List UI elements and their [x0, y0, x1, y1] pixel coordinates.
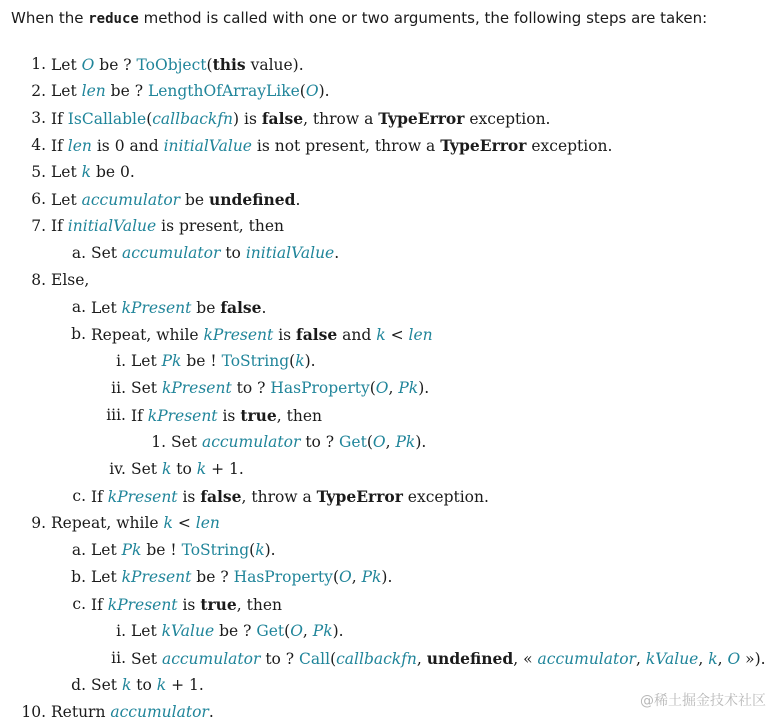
step-number: 4. [31, 136, 46, 154]
step-text-fragment: , [416, 650, 427, 668]
algorithm-step [0, 51, 774, 78]
step-text [91, 672, 204, 699]
spec-variable: Pk [161, 352, 182, 370]
step-text-fragment: Repeat, while [91, 326, 204, 344]
intro-paragraph [11, 6, 707, 31]
step-text-fragment: ( [366, 433, 373, 451]
step-text [131, 348, 316, 375]
step-text-fragment: ). [381, 568, 393, 586]
method-name: reduce [88, 11, 139, 27]
spec-function-link[interactable]: Call [299, 650, 331, 668]
step-number: 10. [21, 703, 46, 721]
step-text-fragment: , then [236, 596, 283, 614]
step-text-fragment: ). [304, 352, 316, 370]
step-text-fragment: If [131, 407, 148, 425]
spec-keyword: false [200, 487, 242, 506]
step-number: 1. [31, 55, 46, 73]
step-text-fragment: be 0. [91, 163, 135, 181]
step-number: 3. [31, 109, 46, 127]
algorithm-step [0, 510, 774, 537]
step-text-fragment: is not present, throw a [251, 137, 441, 155]
spec-variable: O [727, 650, 741, 668]
step-text-fragment: exception. [402, 488, 489, 506]
algorithm-step [0, 213, 774, 240]
spec-variable: k [708, 650, 718, 668]
step-text-fragment: ). [332, 622, 344, 640]
step-number: a. [71, 541, 86, 559]
spec-variable: initialValue [163, 137, 252, 155]
spec-variable: k [156, 676, 167, 694]
step-number: i. [116, 622, 126, 640]
step-text [171, 429, 426, 456]
spec-variable: initialValue [67, 217, 157, 235]
spec-keyword: false [220, 298, 262, 317]
spec-variable: callbackfn [336, 650, 417, 668]
algorithm-step [0, 348, 774, 375]
step-text-fragment: If [91, 596, 108, 614]
step-text-fragment: Set [131, 650, 162, 668]
step-text [51, 213, 284, 240]
step-text [51, 267, 89, 294]
step-text-fragment: Return [51, 703, 111, 721]
step-text [131, 456, 244, 483]
step-text-fragment: Let [91, 299, 122, 317]
spec-variable: accumulator [121, 244, 221, 262]
algorithm-step [0, 483, 774, 510]
step-text-fragment: Let [131, 352, 162, 370]
algorithm-step [0, 618, 774, 645]
step-text-fragment: be ! [141, 541, 182, 559]
watermark: @稀土掘金技术社区 [640, 693, 766, 709]
step-text-fragment: + 1. [206, 460, 244, 478]
step-text [51, 510, 220, 537]
step-text-fragment: ( [146, 110, 153, 128]
step-text-fragment: ). [264, 541, 276, 559]
step-number: iv. [109, 460, 126, 478]
spec-variable: kPresent [203, 326, 274, 344]
spec-variable: k [255, 541, 265, 559]
step-text-fragment: Let [131, 622, 162, 640]
step-text-fragment: is [177, 488, 201, 506]
spec-variable: Pk [398, 379, 419, 397]
step-text-fragment: »). [740, 650, 766, 668]
spec-keyword: false [296, 325, 338, 344]
step-text-fragment: If [91, 488, 108, 506]
step-number: 2. [31, 82, 46, 100]
step-text-fragment: . [295, 191, 301, 209]
step-text-fragment: to ? [300, 433, 340, 451]
algorithm-step [0, 132, 774, 159]
spec-function-link[interactable]: Get [339, 433, 367, 451]
step-text-fragment: Let [91, 568, 122, 586]
step-number: 9. [31, 514, 46, 532]
spec-variable: Pk [395, 433, 416, 451]
step-text-fragment: is [177, 596, 201, 614]
step-number: 1. [151, 433, 166, 451]
spec-variable: k [161, 460, 172, 478]
step-number: 8. [31, 271, 46, 289]
algorithm-step [0, 240, 774, 267]
step-text [91, 564, 392, 591]
spec-variable: O [339, 568, 352, 586]
step-text [51, 78, 330, 105]
step-text-fragment: ). [415, 433, 427, 451]
step-text-fragment: exception. [464, 110, 551, 128]
step-text-fragment: ( [206, 56, 213, 74]
step-text-fragment: be ? [191, 568, 234, 586]
step-text-fragment: is [217, 407, 241, 425]
step-text-fragment: < [385, 326, 409, 344]
step-text-fragment: < [172, 514, 196, 532]
algorithm-step [0, 564, 774, 591]
step-text-fragment: , « [513, 650, 538, 668]
spec-variable: accumulator [161, 650, 261, 668]
step-text-fragment: be [191, 299, 221, 317]
spec-variable: len [195, 514, 220, 532]
step-text-fragment: Repeat, while [51, 514, 164, 532]
step-text-fragment: Set [91, 676, 122, 694]
step-text-fragment: . [208, 703, 214, 721]
step-text-fragment: ( [369, 379, 376, 397]
spec-variable: O [305, 82, 319, 100]
step-text-fragment: ). [418, 379, 430, 397]
step-text-fragment: , [698, 650, 709, 668]
step-text-fragment: , [635, 650, 646, 668]
step-number: d. [71, 676, 86, 694]
step-text-fragment: is [273, 326, 297, 344]
spec-variable: k [163, 514, 173, 532]
step-number: 7. [31, 217, 46, 235]
step-text-fragment: to ? [260, 650, 300, 668]
step-text-fragment: to ? [231, 379, 271, 397]
spec-variable: k [376, 326, 386, 344]
step-text-fragment: If [51, 137, 68, 155]
spec-keyword: undefined [426, 649, 514, 668]
spec-function-link[interactable]: Get [256, 622, 285, 640]
spec-variable: Pk [312, 622, 333, 640]
step-number: a. [71, 298, 86, 316]
step-text-fragment: , throw a [241, 488, 317, 506]
step-number: ii. [111, 379, 126, 397]
spec-variable: k [196, 460, 207, 478]
algorithm-steps-list [0, 51, 774, 726]
step-text-fragment: Set [91, 244, 122, 262]
step-text-fragment: ( [299, 82, 306, 100]
step-text [51, 132, 612, 160]
step-text-fragment: to [171, 460, 197, 478]
step-text-fragment: to [220, 244, 246, 262]
spec-variable: kPresent [161, 379, 232, 397]
step-text-fragment: , [351, 568, 362, 586]
algorithm-step [0, 429, 774, 456]
step-text-fragment: be [180, 191, 210, 209]
step-text [131, 618, 344, 645]
intro-after: method is called with one or two arguments, the following steps are taken: [138, 9, 708, 27]
step-number: b. [71, 568, 86, 586]
step-text [91, 321, 433, 349]
step-text-fragment: , then [276, 407, 323, 425]
step-text-fragment: . [261, 299, 267, 317]
step-text-fragment: Let [51, 163, 82, 181]
step-text-fragment: exception. [526, 137, 613, 155]
step-text-fragment: + 1. [166, 676, 204, 694]
algorithm-step [0, 78, 774, 105]
step-text [51, 51, 304, 79]
step-number: 5. [31, 163, 46, 181]
algorithm-step [0, 186, 774, 213]
step-text-fragment: ( [330, 650, 337, 668]
step-text-fragment: If [51, 217, 68, 235]
spec-variable: callbackfn [152, 110, 234, 128]
step-text-fragment: to [131, 676, 157, 694]
spec-keyword: TypeError [316, 487, 403, 506]
step-text [91, 294, 266, 322]
step-text-fragment: , [717, 650, 728, 668]
spec-variable: kPresent [107, 596, 178, 614]
algorithm-step [0, 456, 774, 483]
step-text-fragment: ) is [233, 110, 262, 128]
spec-variable: accumulator [81, 191, 181, 209]
step-text-fragment: Let [51, 56, 82, 74]
spec-function-link[interactable]: IsCallable [67, 110, 147, 128]
spec-variable: kValue [645, 650, 699, 668]
step-text-fragment: . [334, 244, 340, 262]
spec-keyword: true [200, 595, 237, 614]
step-text [51, 699, 214, 726]
spec-variable: O [290, 622, 303, 640]
spec-keyword: true [240, 406, 277, 425]
spec-keyword: false [261, 109, 304, 128]
step-text-fragment: Set [131, 460, 162, 478]
algorithm-step [0, 402, 774, 429]
spec-keyword: TypeError [378, 109, 465, 128]
algorithm-step [0, 375, 774, 402]
step-text-fragment: ( [284, 622, 291, 640]
spec-variable: kPresent [107, 488, 178, 506]
spec-variable: len [81, 82, 106, 100]
spec-variable: initialValue [245, 244, 335, 262]
algorithm-step [0, 159, 774, 186]
step-text-fragment: value). [245, 56, 304, 74]
algorithm-step [0, 294, 774, 321]
algorithm-step [0, 267, 774, 294]
step-number: c. [72, 595, 86, 613]
step-text-fragment: be ? [94, 56, 137, 74]
step-text [51, 159, 135, 186]
spec-keyword: TypeError [440, 136, 527, 155]
spec-variable: k [81, 163, 92, 181]
step-text-fragment: Let [91, 541, 122, 559]
spec-keyword: this [212, 55, 246, 74]
step-text [51, 105, 550, 133]
step-number: iii. [106, 406, 126, 424]
step-text-fragment: ( [332, 568, 339, 586]
step-text-fragment: , throw a [303, 110, 379, 128]
spec-variable: accumulator [110, 703, 209, 721]
algorithm-step [0, 645, 774, 672]
spec-keyword: undefined [209, 190, 296, 209]
spec-function-link[interactable]: ToString [221, 352, 290, 370]
step-text-fragment: , [388, 379, 399, 397]
spec-variable: O [375, 379, 389, 397]
step-number: 6. [31, 190, 46, 208]
step-text-fragment: is 0 and [91, 137, 164, 155]
spec-function-link[interactable]: HasProperty [233, 568, 333, 586]
step-text [51, 186, 300, 214]
step-text-fragment: Let [51, 191, 82, 209]
algorithm-step [0, 321, 774, 348]
spec-function-link[interactable]: HasProperty [270, 379, 370, 397]
algorithm-step [0, 537, 774, 564]
step-text-fragment: ( [289, 352, 296, 370]
step-text [91, 483, 489, 511]
intro-before: When the [11, 9, 89, 27]
step-text-fragment: Let [51, 82, 82, 100]
step-text-fragment: ( [249, 541, 256, 559]
step-text [131, 375, 429, 402]
step-text-fragment: Set [171, 433, 202, 451]
step-text [91, 537, 276, 564]
step-text [131, 402, 322, 430]
step-text-fragment: be ? [105, 82, 148, 100]
spec-variable: accumulator [537, 650, 636, 668]
step-number: i. [116, 352, 126, 370]
step-text-fragment: is present, then [156, 217, 285, 235]
spec-variable: kPresent [121, 299, 192, 317]
algorithm-step [0, 591, 774, 618]
spec-variable: Pk [361, 568, 382, 586]
spec-variable: O [81, 56, 95, 74]
spec-variable: kPresent [121, 568, 192, 586]
spec-variable: kValue [161, 622, 215, 640]
algorithm-step [0, 105, 774, 132]
step-text [91, 591, 282, 619]
step-number: b. [71, 325, 86, 343]
spec-function-link[interactable]: ToObject [136, 56, 207, 74]
step-number: a. [71, 244, 86, 262]
spec-variable: len [67, 137, 92, 155]
step-text-fragment: If [51, 110, 68, 128]
step-number: c. [72, 487, 86, 505]
step-text-fragment: be ! [181, 352, 222, 370]
spec-function-link[interactable]: LengthOfArrayLike [147, 82, 300, 100]
step-text-fragment: Set [131, 379, 162, 397]
spec-variable: k [121, 676, 132, 694]
step-text-fragment: Else, [51, 271, 90, 289]
spec-function-link[interactable]: ToString [181, 541, 250, 559]
step-text-fragment: and [337, 326, 377, 344]
spec-variable: k [295, 352, 305, 370]
step-text [131, 645, 766, 673]
step-text-fragment: ). [318, 82, 330, 100]
step-text-fragment: , [385, 433, 396, 451]
spec-variable: kPresent [147, 407, 218, 425]
spec-variable: len [408, 326, 433, 344]
step-text-fragment: be ? [214, 622, 257, 640]
spec-variable: O [372, 433, 386, 451]
step-text-fragment: , [302, 622, 313, 640]
step-text [91, 240, 339, 267]
spec-variable: accumulator [201, 433, 301, 451]
spec-variable: Pk [121, 541, 142, 559]
step-number: ii. [111, 649, 126, 667]
